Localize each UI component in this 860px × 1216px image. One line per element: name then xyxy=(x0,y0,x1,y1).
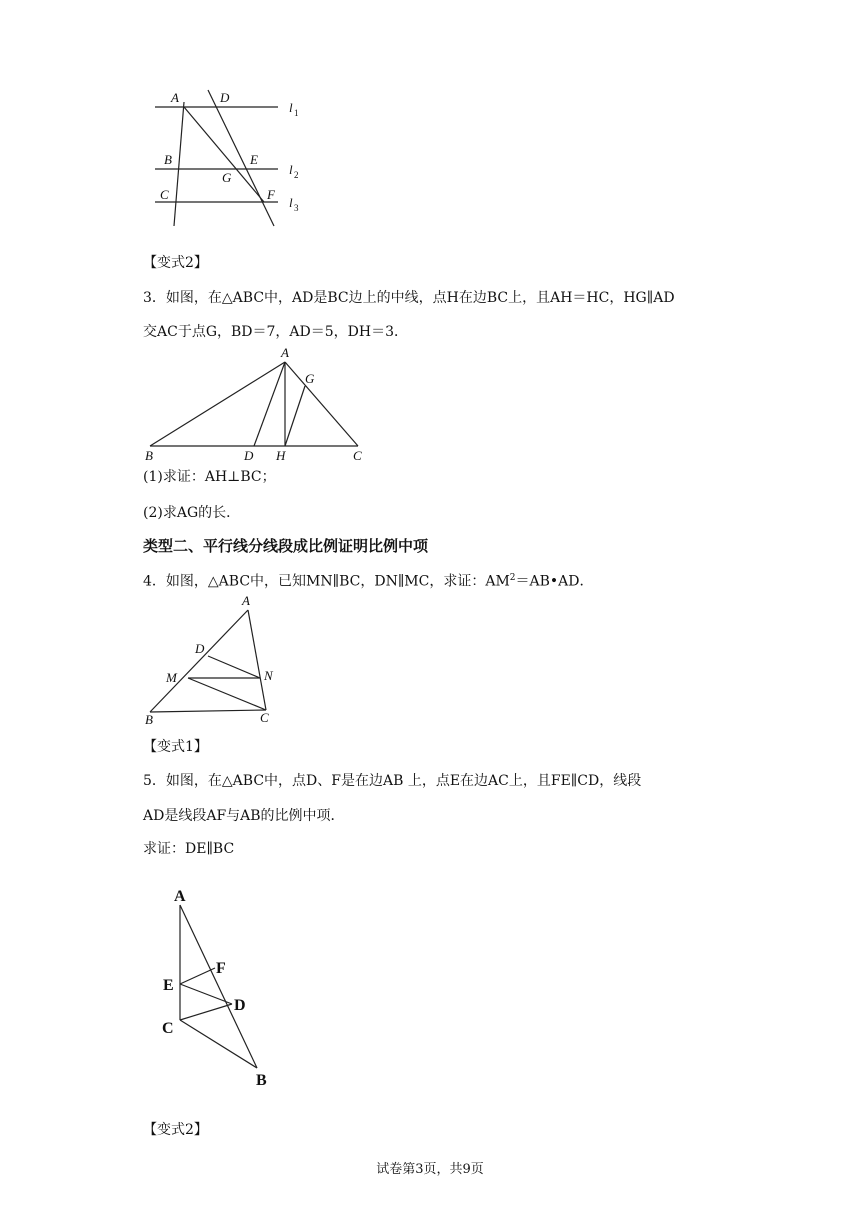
line-subscript: 3 xyxy=(294,203,299,213)
point-label: B xyxy=(145,448,153,463)
problem-3-question-1: (1)求证：AH⊥BC； xyxy=(143,469,276,485)
line-label: l xyxy=(289,195,293,210)
line-label: l xyxy=(289,100,293,115)
point-label: A xyxy=(242,593,250,608)
figure-parallel-lines xyxy=(140,80,320,230)
problem-3-question-2: (2)求AG的长． xyxy=(143,505,241,521)
point-label: C xyxy=(162,1020,174,1037)
problem-4-prefix: 4．如图，△ABC中，已知MN∥BC，DN∥MC，求证：AM xyxy=(143,573,510,590)
point-label: E xyxy=(163,977,174,994)
problem-5-text-line3: 求证：DE∥BC xyxy=(143,841,235,857)
problem-4-text xyxy=(143,568,594,592)
point-label: D xyxy=(244,448,254,463)
point-label: A xyxy=(174,888,186,905)
line-subscript: 2 xyxy=(294,170,299,180)
point-label: G xyxy=(222,170,232,185)
variant-label: 【变式2】 xyxy=(143,1122,208,1138)
figure-triangle-parallels xyxy=(140,590,290,730)
point-label: H xyxy=(276,448,286,463)
point-label: C xyxy=(353,448,362,463)
point-label: F xyxy=(267,187,275,202)
point-label: D xyxy=(195,641,205,656)
figure-triangle-proportional xyxy=(150,880,290,1095)
problem-4-suffix: ＝AB•AD． xyxy=(515,573,594,590)
point-label: B xyxy=(256,1072,267,1089)
point-label: E xyxy=(250,152,258,167)
variant-label: 【变式1】 xyxy=(143,739,208,755)
problem-3-text-line1: 3．如图，在△ABC中，AD是BC边上的中线，点H在边BC上，且AH＝HC，HG∥AD xyxy=(143,290,675,306)
point-label: G xyxy=(305,371,315,386)
point-label: B xyxy=(164,152,172,167)
page-footer: 试卷第3页，共9页 xyxy=(376,1162,484,1177)
figure-triangle-median xyxy=(140,342,380,464)
point-label: M xyxy=(166,670,177,685)
variant-label: 【变式2】 xyxy=(143,255,208,271)
line-subscript: 1 xyxy=(294,108,299,118)
problem-5-text-line2: AD是线段AF与AB的比例中项． xyxy=(143,808,345,824)
point-label: D xyxy=(220,90,230,105)
point-label: D xyxy=(234,997,246,1014)
point-label: A xyxy=(281,345,289,360)
point-label: C xyxy=(260,710,269,725)
superscript: 2 xyxy=(509,573,516,583)
point-label: N xyxy=(264,668,273,683)
point-label: B xyxy=(145,712,153,727)
problem-5-text-line1: 5．如图，在△ABC中，点D、F是在边AB 上，点E在边AC上，且FE∥CD，线段 xyxy=(143,773,642,789)
point-label: F xyxy=(216,960,226,977)
line-label: l xyxy=(289,162,293,177)
point-label: C xyxy=(160,187,169,202)
point-label: A xyxy=(171,90,179,105)
section-title: 类型二、平行线分线段成比例证明比例中项 xyxy=(143,537,429,555)
problem-3-text-line2: 交AC于点G，BD＝7，AD＝5，DH＝3． xyxy=(143,324,409,340)
